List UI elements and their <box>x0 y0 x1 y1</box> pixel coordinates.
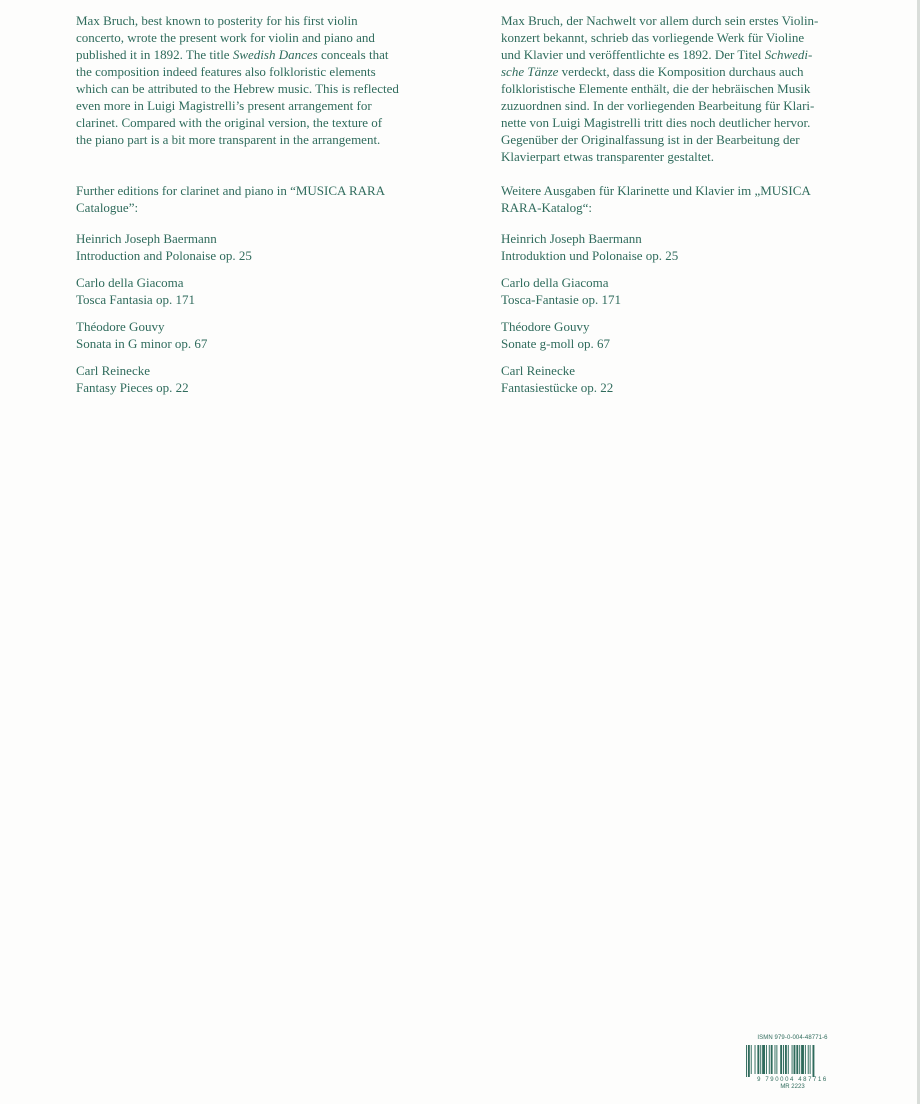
english-further-editions <box>76 182 420 396</box>
barcode-bar <box>799 1045 800 1074</box>
german-column <box>501 12 848 406</box>
edition-work: Fantasy Pieces op. 22 <box>76 380 189 395</box>
english-further-heading: Further editions for clarinet and piano in “MUSICA RARA Catalogue”: <box>76 183 385 215</box>
barcode-bar <box>771 1045 773 1074</box>
german-intro-line: Klavierpart etwas transparenter gestaltet. <box>501 149 714 164</box>
barcode-bar <box>785 1045 787 1074</box>
edition-composer: Théodore Gouvy <box>76 319 165 334</box>
barcode-digits: 9 790004 487716 <box>757 1077 828 1083</box>
edition-work: Introduktion und Polonaise op. 25 <box>501 248 679 263</box>
edition-work: Fantasiestücke op. 22 <box>501 380 614 395</box>
edition-composer: Carl Reinecke <box>76 363 150 378</box>
barcode-bar <box>810 1045 811 1074</box>
german-intro-line: zuzuordnen sind. In der vorliegenden Bearbeitung für Klari- <box>501 98 815 113</box>
german-intro-line: sche Tänze verdeckt, dass die Komposition durchaus auch <box>501 64 804 79</box>
english-intro-line: the composition indeed features also folkloristic elements <box>76 64 376 79</box>
german-intro-line: und Klavier und veröffentlichte es 1892. Der Titel Schwedi- <box>501 47 813 62</box>
barcode-bar <box>783 1045 784 1074</box>
edition-entry <box>76 230 420 264</box>
english-column <box>76 12 420 406</box>
german-intro <box>501 12 848 165</box>
english-intro-line: even more in Luigi Magistrelli’s present arrangement for <box>76 98 372 113</box>
barcode-bar <box>769 1045 770 1074</box>
title-schwedische-taenze: Schwedi- <box>764 47 813 62</box>
barcode-bar <box>788 1045 789 1074</box>
barcode-bar <box>760 1045 761 1074</box>
german-further-heading: Weitere Ausgaben für Klarinette und Klavier im „MUSICA RARA-Katalog“: <box>501 183 811 215</box>
barcode-bar <box>755 1045 756 1074</box>
barcode-bar <box>805 1045 806 1074</box>
barcode-bar <box>776 1045 777 1074</box>
barcode <box>744 1035 841 1095</box>
english-intro-line: clarinet. Compared with the original version, the texture of <box>76 115 383 130</box>
edition-entry <box>76 274 420 308</box>
german-intro-line: folkloristische Elemente enthält, die der hebräischen Musik <box>501 81 811 96</box>
barcode-bar <box>748 1045 750 1077</box>
ismn-number: ISMN 979-0-004-48771-6 <box>757 1035 828 1041</box>
german-intro-line: Gegenüber der Originalfassung ist in der Bearbeitung der <box>501 132 800 147</box>
edition-entry <box>76 318 420 352</box>
edition-work: Sonata in G minor op. 67 <box>76 336 208 351</box>
english-intro-line: published it in 1892. The title Swedish Dances conceals that <box>76 47 389 62</box>
barcode-bars <box>744 1045 841 1077</box>
edition-composer: Théodore Gouvy <box>501 319 590 334</box>
title-swedish-dances: Swedish Dances <box>232 47 318 62</box>
edition-composer: Carlo della Giacoma <box>76 275 184 290</box>
barcode-bar <box>801 1045 804 1074</box>
edition-entry <box>501 318 848 352</box>
barcode-bar <box>813 1045 815 1077</box>
english-intro-line: the piano part is a bit more transparent in the arrangement. <box>76 132 381 147</box>
english-intro-line: concerto, wrote the present work for violin and piano and <box>76 30 375 45</box>
barcode-bar <box>751 1045 752 1074</box>
barcode-bar <box>757 1045 759 1074</box>
barcode-bar <box>775 1045 776 1074</box>
edition-composer: Carl Reinecke <box>501 363 575 378</box>
edition-work: Tosca Fantasia op. 171 <box>76 292 195 307</box>
barcode-bar <box>762 1045 765 1074</box>
edition-entry <box>76 362 420 396</box>
german-intro-line: Max Bruch, der Nachwelt vor allem durch sein erstes Violin- <box>501 13 819 28</box>
barcode-bar <box>746 1045 747 1077</box>
barcode-bar <box>766 1045 767 1074</box>
catalog-number: MR 2223 <box>780 1084 805 1090</box>
edition-entry <box>501 230 848 264</box>
english-intro-line: which can be attributed to the Hebrew music. This is reflected <box>76 81 399 96</box>
edition-composer: Heinrich Joseph Baermann <box>76 231 217 246</box>
edition-work: Introduction and Polonaise op. 25 <box>76 248 252 263</box>
barcode-bar <box>780 1045 782 1074</box>
barcode-bar <box>794 1045 796 1074</box>
edition-composer: Carlo della Giacoma <box>501 275 609 290</box>
german-intro-line: konzert bekannt, schrieb das vorliegende Werk für Violine <box>501 30 805 45</box>
german-intro-line: nette von Luigi Magistrelli tritt dies noch deutlicher hervor. <box>501 115 811 130</box>
barcode-bar <box>808 1045 809 1074</box>
english-intro <box>76 12 420 148</box>
barcode-bar <box>796 1045 798 1074</box>
edition-work: Sonate g-moll op. 67 <box>501 336 611 351</box>
barcode-bar <box>792 1045 793 1074</box>
english-intro-line: Max Bruch, best known to posterity for his first violin <box>76 13 358 28</box>
edition-entry <box>501 362 848 396</box>
edition-composer: Heinrich Joseph Baermann <box>501 231 642 246</box>
german-further-editions <box>501 182 848 396</box>
edition-entry <box>501 274 848 308</box>
edition-work: Tosca-Fantasie op. 171 <box>501 292 622 307</box>
